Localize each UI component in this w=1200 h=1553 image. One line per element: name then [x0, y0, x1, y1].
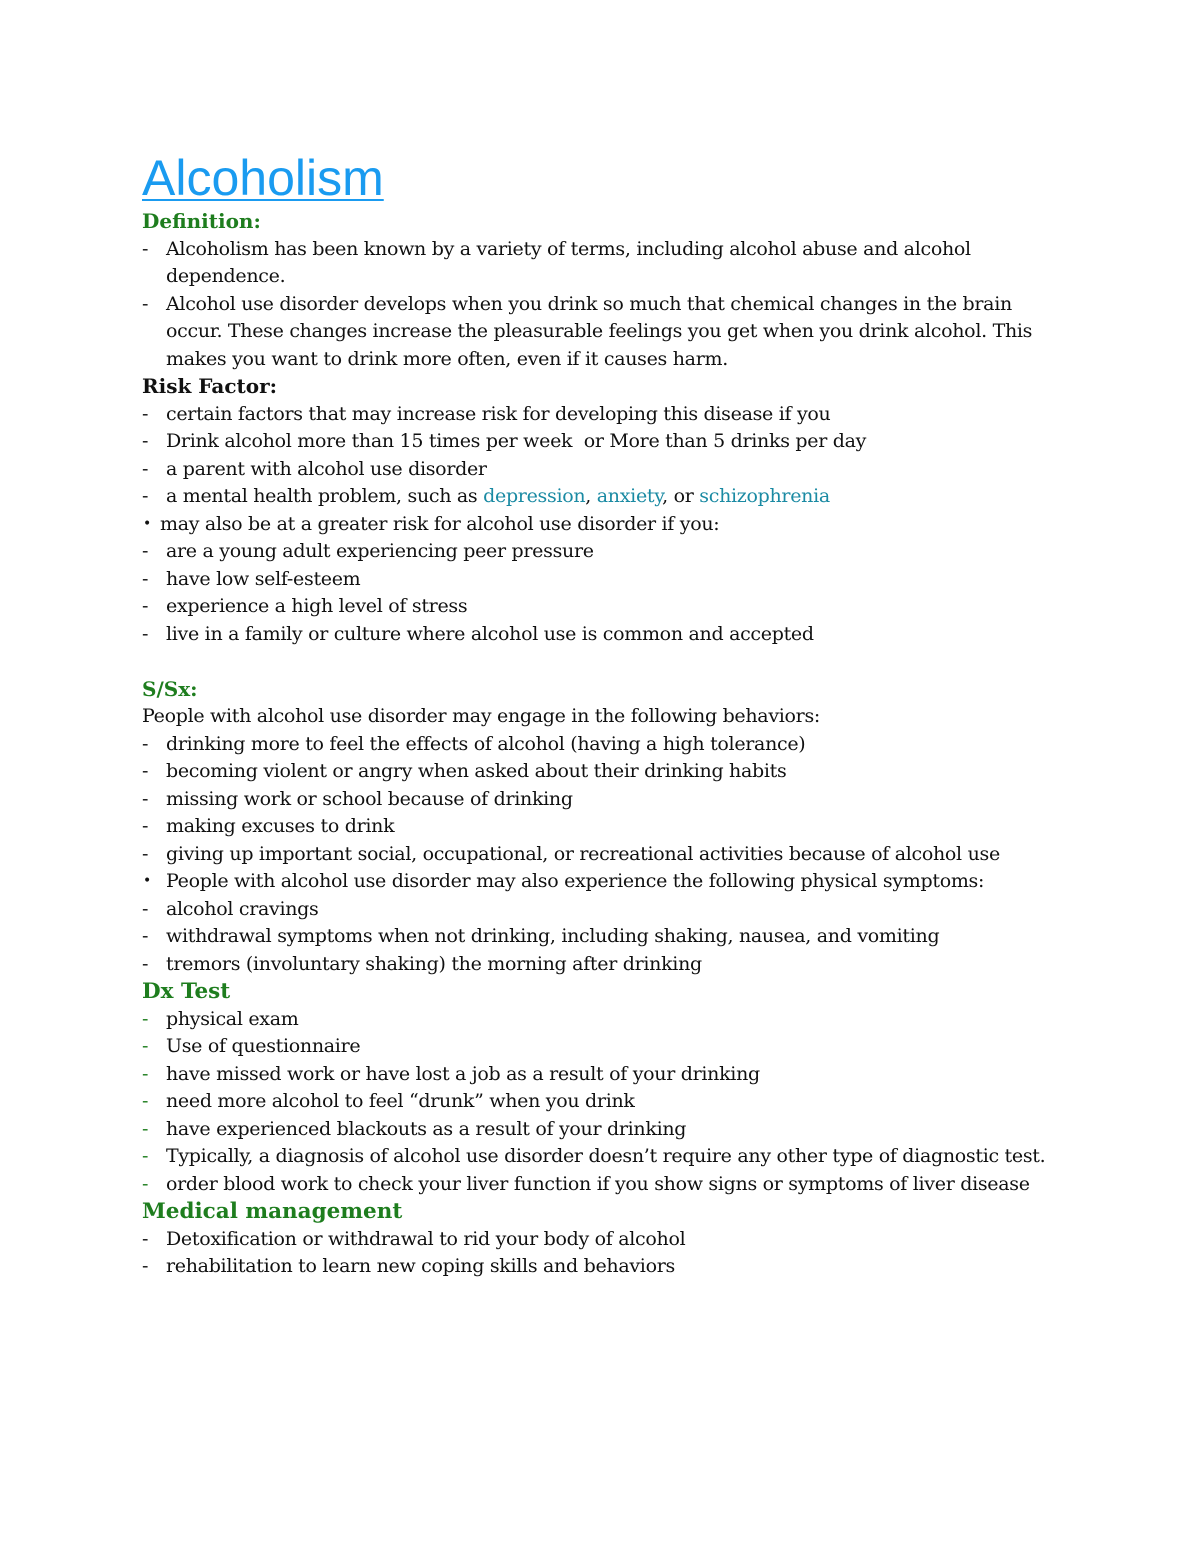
list-item: - Use of questionnaire: [142, 1033, 1072, 1061]
list-item: - need more alcohol to feel “drunk” when you drink: [142, 1088, 1072, 1116]
list-item: - Alcohol use disorder develops when you drink so much that chemical changes in the brain occur. These changes increase the pleasurable feelings you get when you drink alcohol. This makes you want to drink more often, even if it causes harm.: [142, 292, 1033, 370]
dash-marker: -: [142, 1117, 149, 1140]
dash-marker: -: [142, 1007, 149, 1030]
dash-marker: -: [142, 897, 149, 920]
list-item: - becoming violent or angry when asked about their drinking habits: [142, 758, 1072, 786]
dash-marker: -: [142, 815, 149, 837]
dash-marker: -: [142, 1172, 149, 1195]
dash-marker: -: [142, 292, 149, 315]
anxiety-link[interactable]: anxiety: [596, 485, 663, 507]
list-item: - order blood work to check your liver function if you show signs or symptoms of liver disease: [142, 1171, 1072, 1199]
dash-marker: -: [142, 567, 149, 590]
dash-marker: -: [142, 595, 149, 617]
list-item: - are a young adult experiencing peer pressure: [142, 538, 1072, 566]
risk-factor-heading: Risk Factor:: [142, 374, 278, 398]
dash-marker: -: [142, 1145, 149, 1167]
list-item: - Detoxification or withdrawal to rid your body of alcohol: [142, 1226, 1072, 1254]
dash-marker: -: [142, 237, 149, 260]
list-item: - physical exam: [142, 1006, 1072, 1034]
dash-marker: -: [142, 732, 149, 755]
list-item: - Typically, a diagnosis of alcohol use disorder doesn’t require any other type of diagnostic test.: [142, 1143, 1072, 1171]
schizophrenia-link[interactable]: schizophrenia: [699, 485, 830, 507]
spacer: [142, 648, 1072, 676]
ssx-heading: S/Sx:: [142, 676, 198, 701]
dash-marker: -: [142, 1227, 149, 1250]
list-item: - alcohol cravings: [142, 896, 1072, 924]
medical-management-heading: Medical management: [142, 1199, 403, 1224]
list-item: - have low self-esteem: [142, 566, 1072, 594]
dash-marker: -: [142, 485, 149, 507]
bullet-item: • People with alcohol use disorder may also experience the following physical symptoms:: [142, 868, 1072, 896]
document-body: [142, 148, 1072, 1281]
dash-marker: -: [142, 760, 149, 782]
dash-marker: -: [142, 540, 149, 562]
dash-marker: -: [142, 402, 149, 425]
list-item: - have missed work or have lost a job as a result of your drinking: [142, 1061, 1072, 1089]
dash-marker: -: [142, 952, 149, 975]
dash-marker: -: [142, 787, 149, 810]
list-item: - a mental health problem, such as depression, anxiety, or schizophrenia: [142, 483, 1072, 511]
dash-marker: -: [142, 925, 149, 947]
list-item: - live in a family or culture where alcohol use is common and accepted: [142, 621, 1072, 649]
list-item: - Alcoholism has been known by a variety of terms, including alcohol abuse and alcohol dependence.: [142, 237, 971, 287]
list-item: - missing work or school because of drinking: [142, 786, 1072, 814]
dash-marker: -: [142, 457, 149, 480]
list-item: - a parent with alcohol use disorder: [142, 456, 1072, 484]
dx-test-heading: Dx Test: [142, 979, 231, 1004]
list-item: - experience a high level of stress: [142, 593, 1072, 621]
depression-link[interactable]: depression: [483, 485, 586, 507]
list-item: - tremors (involuntary shaking) the morning after drinking: [142, 951, 1072, 979]
dash-marker: -: [142, 1062, 149, 1085]
ssx-intro: People with alcohol use disorder may engage in the following behaviors:: [142, 705, 821, 727]
bullet-item: • may also be at a greater risk for alcohol use disorder if you:: [142, 511, 1072, 539]
bullet-marker: •: [143, 873, 151, 889]
list-item: - have experienced blackouts as a result of your drinking: [142, 1116, 1072, 1144]
list-item: - giving up important social, occupational, or recreational activities because of alcohol use: [142, 841, 1072, 869]
list-item: - drinking more to feel the effects of alcohol (having a high tolerance): [142, 731, 1072, 759]
bullet-marker: •: [143, 515, 151, 532]
dash-marker: -: [142, 622, 149, 645]
dash-marker: -: [142, 842, 149, 865]
definition-heading: Definition:: [142, 209, 261, 233]
list-item: - withdrawal symptoms when not drinking, including shaking, nausea, and vomiting: [142, 923, 1072, 951]
list-item: - certain factors that may increase risk for developing this disease if you: [142, 401, 1072, 429]
dash-marker: -: [142, 1035, 149, 1057]
dash-marker: -: [142, 1090, 149, 1112]
list-item: - rehabilitation to learn new coping skills and behaviors: [142, 1253, 1072, 1281]
page-title: Alcoholism: [142, 150, 384, 206]
dash-marker: -: [142, 430, 149, 452]
list-item: - making excuses to drink: [142, 813, 1072, 841]
dash-marker: -: [142, 1255, 149, 1277]
list-item: - Drink alcohol more than 15 times per week or More than 5 drinks per day: [142, 428, 1072, 456]
